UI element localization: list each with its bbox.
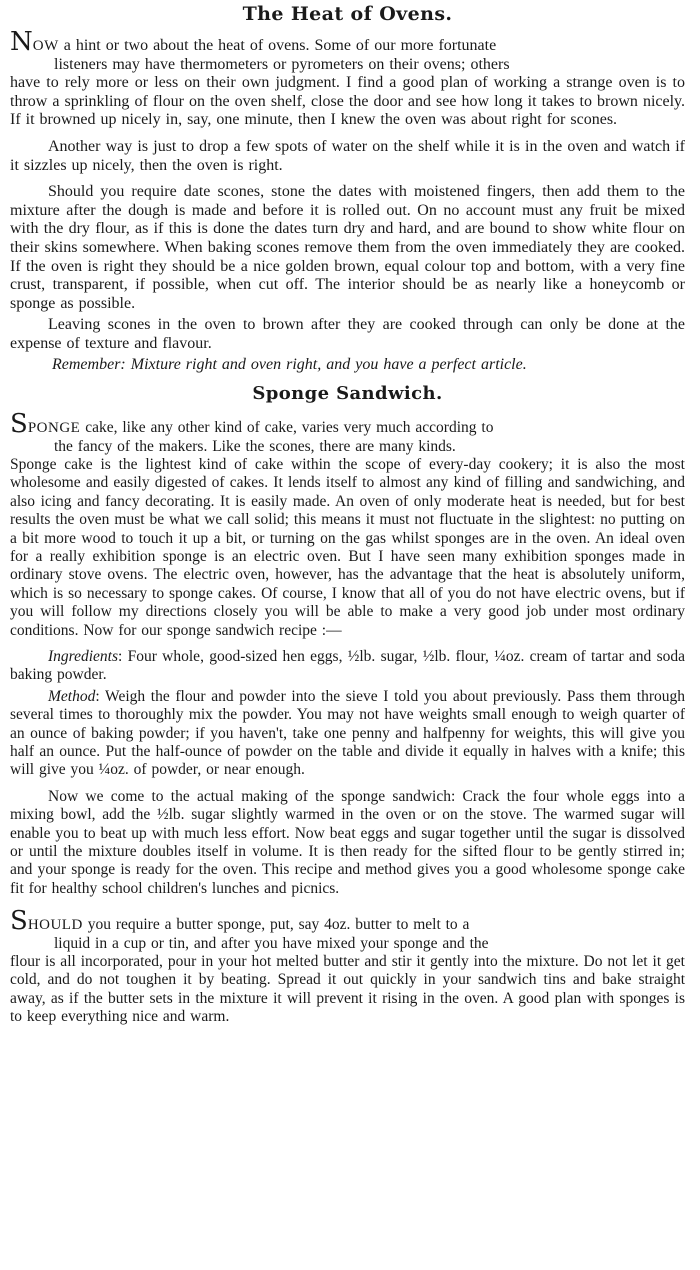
paragraph-ingredients — [10, 648, 685, 685]
paragraph-water-test: Another way is just to drop a few spots of water on the shelf while it is in the oven and watch if it sizzles up nicely, then the oven is right. — [10, 137, 685, 174]
article-title: Sponge Sandwich. — [252, 383, 443, 405]
drop-cap-word: HOULD — [27, 917, 83, 934]
drop-cap-word: PONGE — [27, 420, 81, 437]
sponge-body: Sponge cake is the lightest kind of cake within the scope of every-day cookery; it is also the most wholesome and easily digested of cakes. It lends itself to almost any kind of filling and sandwiching, and also icing and fancy decorating. It is easily made. An oven of only moderate heat is needed, but for best results the oven must be what we call solid; this means it must not fluctuate in the slightest: no putting on a bit more wood to touch it up a bit, or turning on the gas whilst sponges are in the oven. An ideal oven for a really exhibition sponge is an electric oven. But I have seen many exhibition sponges made in ordinary stove ovens. The electric oven, however, has the advantage that the heat is absolutely uniform, which is so necessary to sponge cakes. Of course, I know that all of you do not have electric ovens, but if you will follow my directions closely you will be able to make a very good job under most ordinary conditions. Now for our sponge sandwich recipe :— — [10, 455, 685, 639]
intro-first-text: a hint or two about the heat of ovens. Some of our more fortunate — [58, 37, 497, 54]
sponge-first-text: cake, like any other kind of cake, varies very much according to — [80, 419, 494, 437]
newspaper-page — [10, 0, 685, 1270]
butter-body: flour is all incorporated, pour in your hot melted butter and stir it gently into the mixture. Do not let it get cold, and do not toughen it by beating. Spread it out quickly in your sandwich tins and bake straight away, as if the butter sets in the mixture it will prevent it rising in the oven. A good plan with sponges is to keep everything nice and warm. — [10, 953, 685, 1026]
paragraph-sponge-intro — [10, 409, 685, 640]
method-text: : Weigh the flour and powder into the sieve I told you about previously. Pass them through several times to thoroughly mix the powder. You may not have weights small enough to weigh quarter of an ounce of baking powder; if you haven't, take one penny and halfpenny for weights, this will give you half an ounce. Put the half-ounce of powder on the table and divide it equally in halves with a knife; this will give you ¼oz. of powder, or near enough. — [10, 687, 685, 779]
sponge-second-line: the fancy of the makers. Like the scones, there are many kinds. — [54, 437, 456, 455]
article-title: The Heat of Ovens. — [242, 3, 453, 25]
butter-first-line — [10, 906, 685, 937]
paragraph-date-scones: Should you require date scones, stone the dates with moistened fingers, then add them to the mixture after the dough is made and before it is rolled out. On no account must any fruit be mixed with the dry flour, as if this is done the dates turn dry and hard, and are bound to show white flour on their skins somewhere. When baking scones remove them from the oven immediately they are cooked. If the oven is right they should be a nice golden brown, equal colour top and bottom, with a very fine crust, transparent, if possible, when cut off. The interior should be as nearly like a honeycomb or sponge as possible. — [10, 183, 685, 312]
remember-note: Remember: Mixture right and oven right, and you have a perfect article. — [52, 355, 527, 373]
article-heat-of-ovens — [10, 2, 685, 374]
drop-cap: S — [10, 409, 28, 440]
paragraph-method — [10, 688, 685, 780]
drop-cap: S — [10, 906, 28, 937]
paragraph-butter-sponge — [10, 906, 685, 1026]
paragraph-making: Now we come to the actual making of the sponge sandwich: Crack the four whole eggs into a mixing bowl, add the ½lb. sugar slightly warmed in the oven or on the stove. The warmed sugar will enable you to beat up with much less effort. Now beat eggs and sugar together until the sugar is dissolved or until the mixture doubles itself in volume. It is then ready for the sifted flour to be gently stirred in; and your sponge is ready for the oven. This recipe and method gives you a good wholesome sponge cake fit for healthy school children's lunches and picnics. — [10, 787, 685, 897]
sponge-first-line — [10, 409, 685, 440]
ingredients-text: : Four whole, good-sized hen eggs, ½lb. sugar, ½lb. flour, ¼oz. cream of tartar and soda baking powder. — [10, 647, 685, 684]
intro-second-line: listeners may have thermometers or pyrometers on their ovens; others — [54, 55, 510, 73]
method-label: Method — [48, 687, 96, 705]
ingredients-label: Ingredients — [48, 647, 119, 665]
drop-cap-word: OW — [32, 38, 59, 54]
butter-second-line: liquid in a cup or tin, and after you have mixed your sponge and the — [54, 934, 489, 952]
intro-body: have to rely more or less on their own judgment. I find a good plan of working a strange oven is to throw a sprinkling of flour on the oven shelf, close the door and see how long it takes to brown nicely. If it browned up nicely in, say, one minute, then I knew the oven was about right for scones. — [10, 74, 685, 129]
intro-first-line — [10, 27, 685, 57]
drop-cap: N — [10, 27, 33, 57]
paragraph-leaving-scones: Leaving scones in the oven to brown after they are cooked through can only be done at the expense of texture and flavour. — [10, 316, 685, 352]
butter-first-text: you require a butter sponge, put, say 4oz. butter to melt to a — [82, 916, 470, 934]
article-sponge-sandwich — [10, 382, 685, 1027]
paragraph-intro — [10, 27, 685, 130]
